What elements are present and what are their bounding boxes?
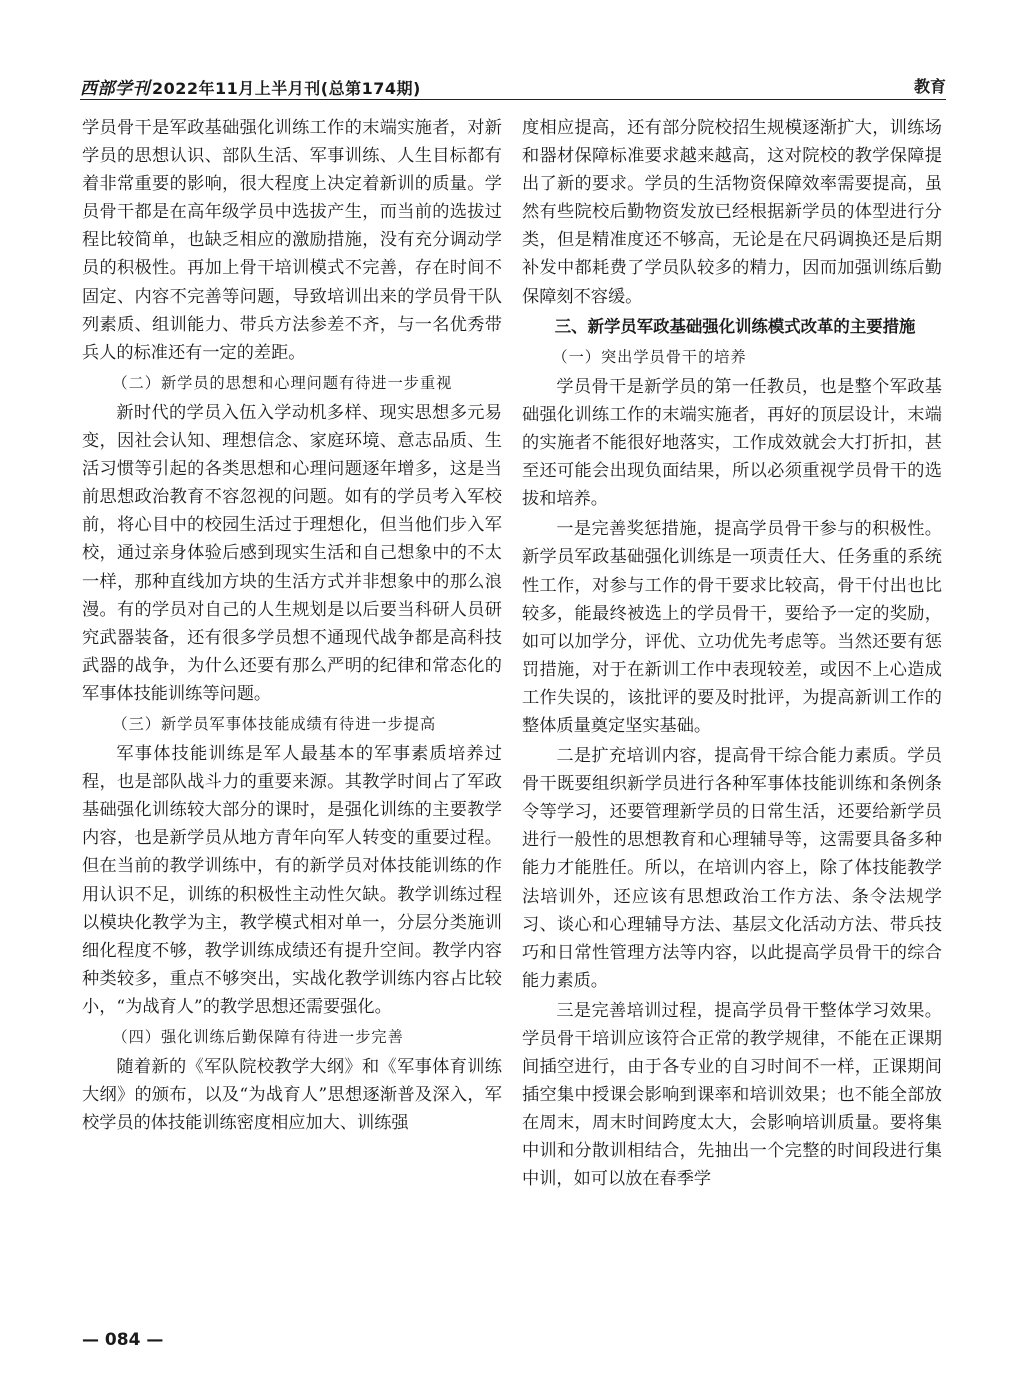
paragraph: 二是扩充培训内容，提高骨干综合能力素质。学员骨干既要组织新学员进行各种军事体技能训练和条例条令等学习，还要管理新学员的日常生活，还要给新学员进行一般性的思想教育和心理辅导等，这需要具备多种能力才能胜任。所以，在培训内容上，除了体技能教学法培训外，还应该有思想政治工作方法、条令法规学习、谈心和心理辅导方法、基层文化活动方法、带兵技巧和日常性管理方法等内容，以此提高学员骨干的综合能力素质。: [522, 746, 942, 991]
page-number: — 084 —: [82, 1330, 164, 1350]
paragraph: 军事体技能训练是军人最基本的军事素质培养过程，也是部队战斗力的重要来源。其教学时间占了军政基础强化训练较大部分的课时，是强化训练的主要教学内容，也是新学员从地方青年向军人转变的重要过程。但在当前的教学训练中，有的新学员对体技能训练的作用认识不足，训练的积极性主动性欠缺。教学训练过程以模块化教学为主，教学模式相对单一，分层分类施训细化程度不够，教学训练成绩还有提升空间。教学内容种类较多，重点不够突出，实战化教学训练内容占比较小，“为战育人”的教学思想还需要强化。: [82, 744, 502, 1017]
left-column: [82, 114, 502, 1139]
header-rule: [80, 99, 946, 100]
journal-logo: 西部学刊: [80, 79, 150, 99]
continued-paragraph: 度相应提高，还有部分院校招生规模逐渐扩大，训练场和器材保障标准要求越来越高，这对院校的教学保障提出了新的要求。学员的生活物资保障效率需要提高，虽然有些院校后勤物资发放已经根据新学员的体型进行分类，但是精准度还不够高，无论是在尺码调换还是后期补发中都耗费了学员队较多的精力，因而加强训练后勤保障刻不容缓。: [522, 118, 942, 307]
subsection-heading: （四）强化训练后勤保障有待进一步完善: [112, 1028, 404, 1046]
right-column: [522, 114, 942, 1196]
section-heading: 三、新学员军政基础强化训练模式改革的主要措施: [554, 316, 916, 336]
section-name: 教育: [913, 77, 946, 96]
paragraph: 一是完善奖惩措施，提高学员骨干参与的积极性。新学员军政基础强化训练是一项责任大、任务重的系统性工作，对参与工作的骨干要求比较高，骨干付出也比较多，能最终被选上的学员骨干，要给予一定的奖励，如可以加学分，评优、立功优先考虑等。当然还要有惩罚措施，对于在新训工作中表现较差，或因不上心造成工作失误的，该批评的要及时批评，为提高新训工作的整体质量奠定坚实基础。: [522, 519, 942, 736]
continued-paragraph: 学员骨干是军政基础强化训练工作的末端实施者，对新学员的思想认识、部队生活、军事训练、人生目标都有着非常重要的影响，很大程度上决定着新训的质量。学员骨干都是在高年级学员中选拔产生，而当前的选拔过程比较简单，也缺乏相应的激励措施，没有充分调动学员的积极性。再加上骨干培训模式不完善，存在时间不固定、内容不完善等问题，导致培训出来的学员骨干队列素质、组训能力、带兵方法参差不齐，与一名优秀带兵人的标准还有一定的差距。: [82, 118, 502, 363]
subsection-heading: （二）新学员的思想和心理问题有待进一步重视: [112, 373, 453, 392]
subsection-heading: （三）新学员军事体技能成绩有待进一步提高: [112, 714, 437, 733]
paragraph: 新时代的学员入伍入学动机多样、现实思想多元易变，因社会认知、理想信念、家庭环境、意志品质、生活习惯等引起的各类思想和心理问题逐年增多，这是当前思想政治教育不容忽视的问题。如有的学员考入军校前，将心目中的校园生活过于理想化，但当他们步入军校，通过亲身体验后感到现实生活和自己想象中的不太一样，那种直线加方块的生活方式并非想象中的那么浪漫。有的学员对自己的人生规划是以后要当科研人员研究武器装备，还有很多学员想不通现代战争都是高科技武器的战争，为什么还要有那么严明的纪律和常态化的军事体技能训练等问题。: [82, 402, 502, 704]
issue-info: 2022年11月上半月刊(总第174期): [152, 79, 421, 98]
paragraph: 三是完善培训过程，提高学员骨干整体学习效果。学员骨干培训应该符合正常的教学规律，不能在正课期间插空进行，由于各专业的自习时间不一样，正课期间插空集中授课会影响到课率和培训效果；也不能全部放在周末，周末时间跨度太大，会影响培训质量。要将集中训和分散训相结合，先抽出一个完整的时间段进行集中训，如可以放在春季学: [522, 1000, 942, 1190]
paragraph: 学员骨干是新学员的第一任教员，也是整个军政基础强化训练工作的末端实施者，再好的顶层设计，末端的实施者不能很好地落实，工作成效就会大打折扣，甚至还可能会出现负面结果，所以必须重视学员骨干的选拔和培养。: [522, 376, 942, 510]
running-header: [80, 70, 946, 100]
paragraph: 随着新的《军队院校教学大纲》和《军事体育训练大纲》的颁布，以及“为战育人”思想逐渐普及深入，军校学员的体技能训练密度相应加大、训练强: [82, 1057, 502, 1134]
journal-info: [80, 74, 421, 99]
subsection-heading: （一）突出学员骨干的培养: [552, 347, 747, 366]
